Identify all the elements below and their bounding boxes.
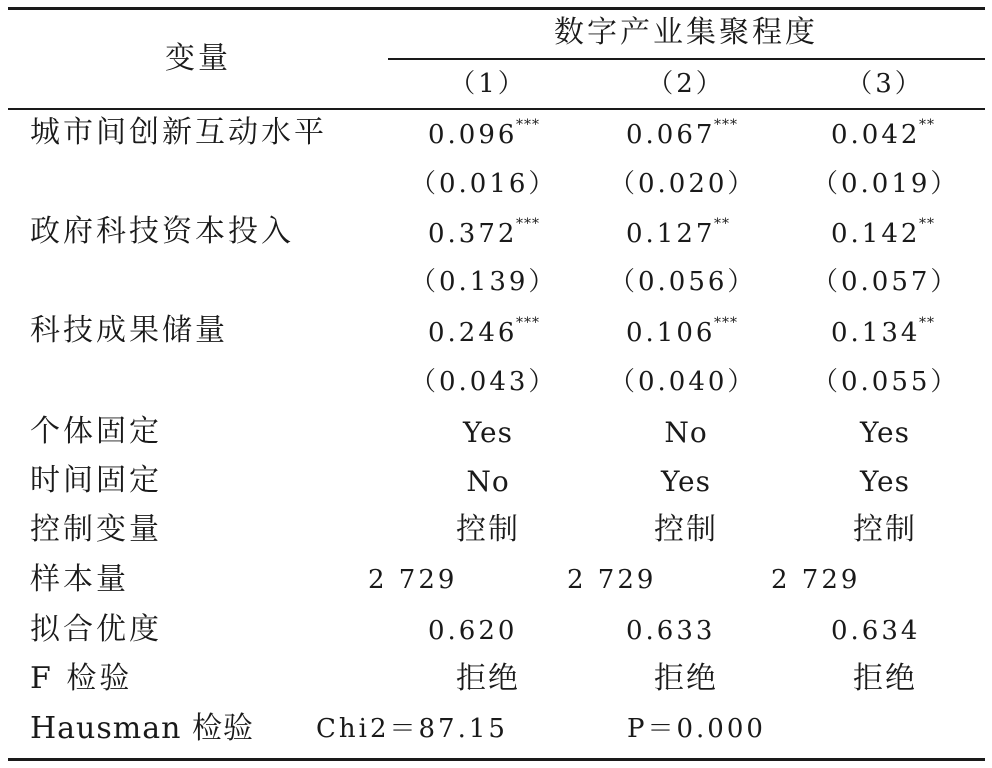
row-label-hausman-test: Hausman 检验 [30, 711, 254, 746]
significance-stars: ** [919, 117, 935, 133]
cell-value: 2 729 [771, 565, 861, 595]
significance-stars: *** [714, 117, 738, 133]
table-bottom-rule [8, 758, 985, 761]
cell-value: 0.620 [428, 616, 518, 646]
hausman-p-value: P＝0.000 [627, 714, 766, 744]
hausman-chi2: Chi2＝87.15 [316, 714, 508, 744]
cell-value: 控制 [456, 512, 520, 547]
std-error: （0.019） [812, 169, 960, 199]
row-label-individual-fixed: 个体固定 [30, 414, 162, 449]
cell-value: Yes [860, 416, 910, 449]
std-error: （0.043） [410, 367, 558, 397]
row-label-f-test: F 检验 [30, 661, 133, 696]
significance-stars: *** [516, 216, 540, 232]
group-header-rule [388, 58, 985, 60]
row-label-sample-size: 样本量 [30, 562, 129, 597]
header-bottom-rule [8, 108, 985, 110]
cell-value: Yes [860, 465, 910, 498]
coef-value: 0.042 [831, 120, 921, 150]
significance-stars: ** [919, 216, 935, 232]
column-header-1: （1） [449, 69, 527, 99]
coef-value: 0.142 [831, 219, 921, 249]
std-error: （0.016） [410, 169, 558, 199]
significance-stars: *** [516, 315, 540, 331]
cell-value: 2 729 [368, 565, 458, 595]
table-top-rule [8, 7, 985, 10]
cell-value: 控制 [654, 512, 718, 547]
variable-header: 变量 [165, 41, 231, 76]
coef-value: 0.372 [428, 219, 518, 249]
cell-value: No [664, 416, 708, 449]
row-label-controls: 控制变量 [30, 512, 162, 547]
group-title: 数字产业集聚程度 [554, 15, 818, 50]
coef-value: 0.096 [428, 120, 518, 150]
coef-value: 0.134 [831, 318, 921, 348]
cell-value: 控制 [853, 512, 917, 547]
std-error: （0.040） [609, 367, 757, 397]
row-label-innovation-interaction: 城市间创新互动水平 [30, 115, 327, 150]
cell-value: 拒绝 [456, 661, 520, 696]
cell-value: 拒绝 [654, 661, 718, 696]
std-error: （0.057） [812, 267, 960, 297]
row-label-time-fixed: 时间固定 [30, 463, 162, 498]
row-label-goodness-of-fit: 拟合优度 [30, 612, 162, 647]
coef-value: 0.246 [428, 318, 518, 348]
cell-value: 0.634 [831, 616, 921, 646]
std-error: （0.139） [410, 267, 558, 297]
coef-value: 0.106 [626, 318, 716, 348]
cell-value: 2 729 [567, 565, 657, 595]
cell-value: No [466, 465, 510, 498]
cell-value: Yes [463, 416, 513, 449]
std-error: （0.020） [609, 169, 757, 199]
column-header-3: （3） [846, 69, 924, 99]
cell-value: 0.633 [626, 616, 716, 646]
row-label-tech-output-stock: 科技成果储量 [30, 313, 228, 348]
significance-stars: *** [516, 117, 540, 133]
cell-value: 拒绝 [853, 661, 917, 696]
coef-value: 0.067 [626, 120, 716, 150]
significance-stars: ** [714, 216, 730, 232]
coef-value: 0.127 [626, 219, 716, 249]
cell-value: Yes [661, 465, 711, 498]
significance-stars: ** [919, 315, 935, 331]
column-header-2: （2） [647, 69, 725, 99]
significance-stars: *** [714, 315, 738, 331]
std-error: （0.056） [609, 267, 757, 297]
std-error: （0.055） [812, 367, 960, 397]
row-label-gov-tech-capital: 政府科技资本投入 [30, 214, 294, 249]
